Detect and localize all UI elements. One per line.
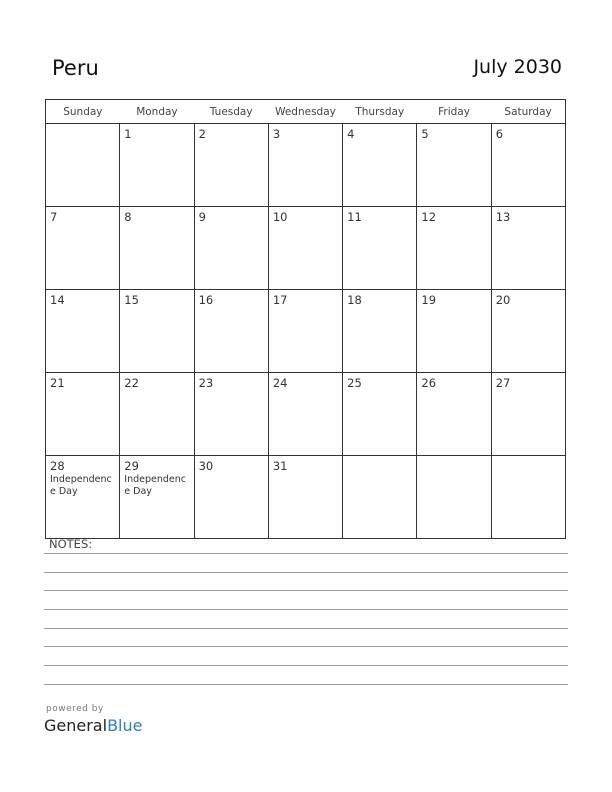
day-number: 30 bbox=[198, 459, 214, 473]
day-number: 17 bbox=[272, 293, 288, 307]
note-line bbox=[44, 609, 568, 610]
calendar-day-cell[interactable] bbox=[268, 290, 342, 373]
calendar-day-cell[interactable] bbox=[194, 290, 268, 373]
day-number: 16 bbox=[198, 293, 214, 307]
calendar-day-cell[interactable] bbox=[120, 207, 194, 290]
day-number: 22 bbox=[124, 376, 139, 390]
day-number: 10 bbox=[272, 210, 288, 224]
calendar-week-row bbox=[46, 124, 566, 207]
calendar-day-cell[interactable] bbox=[417, 124, 491, 207]
calendar-day-cell[interactable] bbox=[417, 373, 491, 456]
day-number: 28 bbox=[50, 459, 65, 473]
brand-blue-text: Blue bbox=[107, 716, 143, 735]
weekday-sunday: Sunday bbox=[46, 100, 120, 124]
note-line bbox=[44, 572, 568, 573]
day-number: 27 bbox=[495, 376, 511, 390]
day-number: 26 bbox=[421, 376, 437, 390]
calendar-day-cell[interactable] bbox=[491, 207, 565, 290]
calendar-day-cell[interactable] bbox=[268, 456, 342, 539]
note-line bbox=[44, 553, 568, 554]
day-number: 5 bbox=[421, 127, 429, 141]
note-line bbox=[44, 665, 568, 666]
weekday-saturday: Saturday bbox=[491, 100, 565, 124]
day-number: 14 bbox=[50, 293, 65, 307]
calendar-day-cell[interactable] bbox=[120, 456, 194, 539]
calendar-week-row bbox=[46, 290, 566, 373]
calendar-week-row bbox=[46, 207, 566, 290]
calendar-day-cell[interactable] bbox=[417, 456, 491, 539]
calendar-day-cell[interactable] bbox=[343, 290, 417, 373]
day-number: 3 bbox=[272, 127, 281, 141]
calendar-day-cell[interactable] bbox=[491, 290, 565, 373]
day-number: 31 bbox=[272, 459, 288, 473]
calendar-day-cell[interactable] bbox=[46, 207, 120, 290]
day-number: 12 bbox=[421, 210, 437, 224]
weekday-tuesday: Tuesday bbox=[194, 100, 268, 124]
calendar-day-cell[interactable] bbox=[343, 456, 417, 539]
calendar-week-row bbox=[46, 456, 566, 539]
calendar-week-row bbox=[46, 373, 566, 456]
day-number: 15 bbox=[124, 293, 139, 307]
country-title: Peru bbox=[52, 56, 99, 80]
day-number: 11 bbox=[347, 210, 362, 224]
calendar-day-cell[interactable] bbox=[46, 290, 120, 373]
day-number: 1 bbox=[124, 127, 132, 141]
calendar-day-cell[interactable] bbox=[120, 290, 194, 373]
day-number: 23 bbox=[198, 376, 214, 390]
weekday-wednesday: Wednesday bbox=[268, 100, 342, 124]
generalblue-logo[interactable] bbox=[44, 716, 142, 735]
calendar-day-cell[interactable] bbox=[46, 124, 120, 207]
calendar-day-cell[interactable] bbox=[491, 456, 565, 539]
calendar-day-cell[interactable] bbox=[417, 207, 491, 290]
holiday-event: Independence Day bbox=[50, 474, 112, 497]
day-number: 21 bbox=[50, 376, 65, 390]
calendar-day-cell[interactable] bbox=[194, 207, 268, 290]
weekday-thursday: Thursday bbox=[343, 100, 417, 124]
day-number: 6 bbox=[495, 127, 504, 141]
note-line bbox=[44, 684, 568, 685]
weekday-header-row bbox=[46, 100, 566, 124]
powered-by-text: powered by bbox=[46, 704, 104, 714]
calendar-day-cell[interactable] bbox=[120, 124, 194, 207]
calendar-day-cell[interactable] bbox=[46, 373, 120, 456]
weekday-monday: Monday bbox=[120, 100, 194, 124]
calendar-day-cell[interactable] bbox=[343, 124, 417, 207]
calendar-day-cell[interactable] bbox=[491, 373, 565, 456]
day-number: 19 bbox=[421, 293, 437, 307]
weekday-friday: Friday bbox=[417, 100, 491, 124]
calendar-day-cell[interactable] bbox=[343, 373, 417, 456]
calendar-day-cell[interactable] bbox=[491, 124, 565, 207]
brand-general-text: General bbox=[44, 716, 108, 735]
holiday-event: Independence Day bbox=[124, 474, 186, 497]
calendar-day-cell[interactable] bbox=[46, 456, 120, 539]
month-year-title: July 2030 bbox=[473, 56, 562, 78]
calendar-day-cell[interactable] bbox=[120, 373, 194, 456]
note-line bbox=[44, 628, 568, 629]
note-line bbox=[44, 646, 568, 647]
note-line bbox=[44, 590, 568, 591]
day-number: 24 bbox=[272, 376, 288, 390]
calendar-day-cell[interactable] bbox=[417, 290, 491, 373]
calendar-day-cell[interactable] bbox=[268, 207, 342, 290]
calendar-day-cell[interactable] bbox=[343, 207, 417, 290]
day-number: 13 bbox=[495, 210, 511, 224]
calendar-day-cell[interactable] bbox=[194, 373, 268, 456]
calendar-day-cell[interactable] bbox=[194, 124, 268, 207]
calendar-day-cell[interactable] bbox=[268, 373, 342, 456]
day-number: 29 bbox=[124, 459, 139, 473]
calendar-day-cell[interactable] bbox=[194, 456, 268, 539]
day-number: 25 bbox=[347, 376, 362, 390]
day-number: 2 bbox=[198, 127, 206, 141]
calendar-day-cell[interactable] bbox=[268, 124, 342, 207]
day-number: 9 bbox=[198, 210, 206, 224]
day-number: 8 bbox=[124, 210, 132, 224]
notes-label: NOTES: bbox=[49, 537, 93, 551]
calendar-grid bbox=[45, 99, 566, 539]
day-number: 7 bbox=[50, 210, 58, 224]
day-number: 20 bbox=[495, 293, 511, 307]
day-number: 18 bbox=[347, 293, 362, 307]
day-number: 4 bbox=[347, 127, 355, 141]
